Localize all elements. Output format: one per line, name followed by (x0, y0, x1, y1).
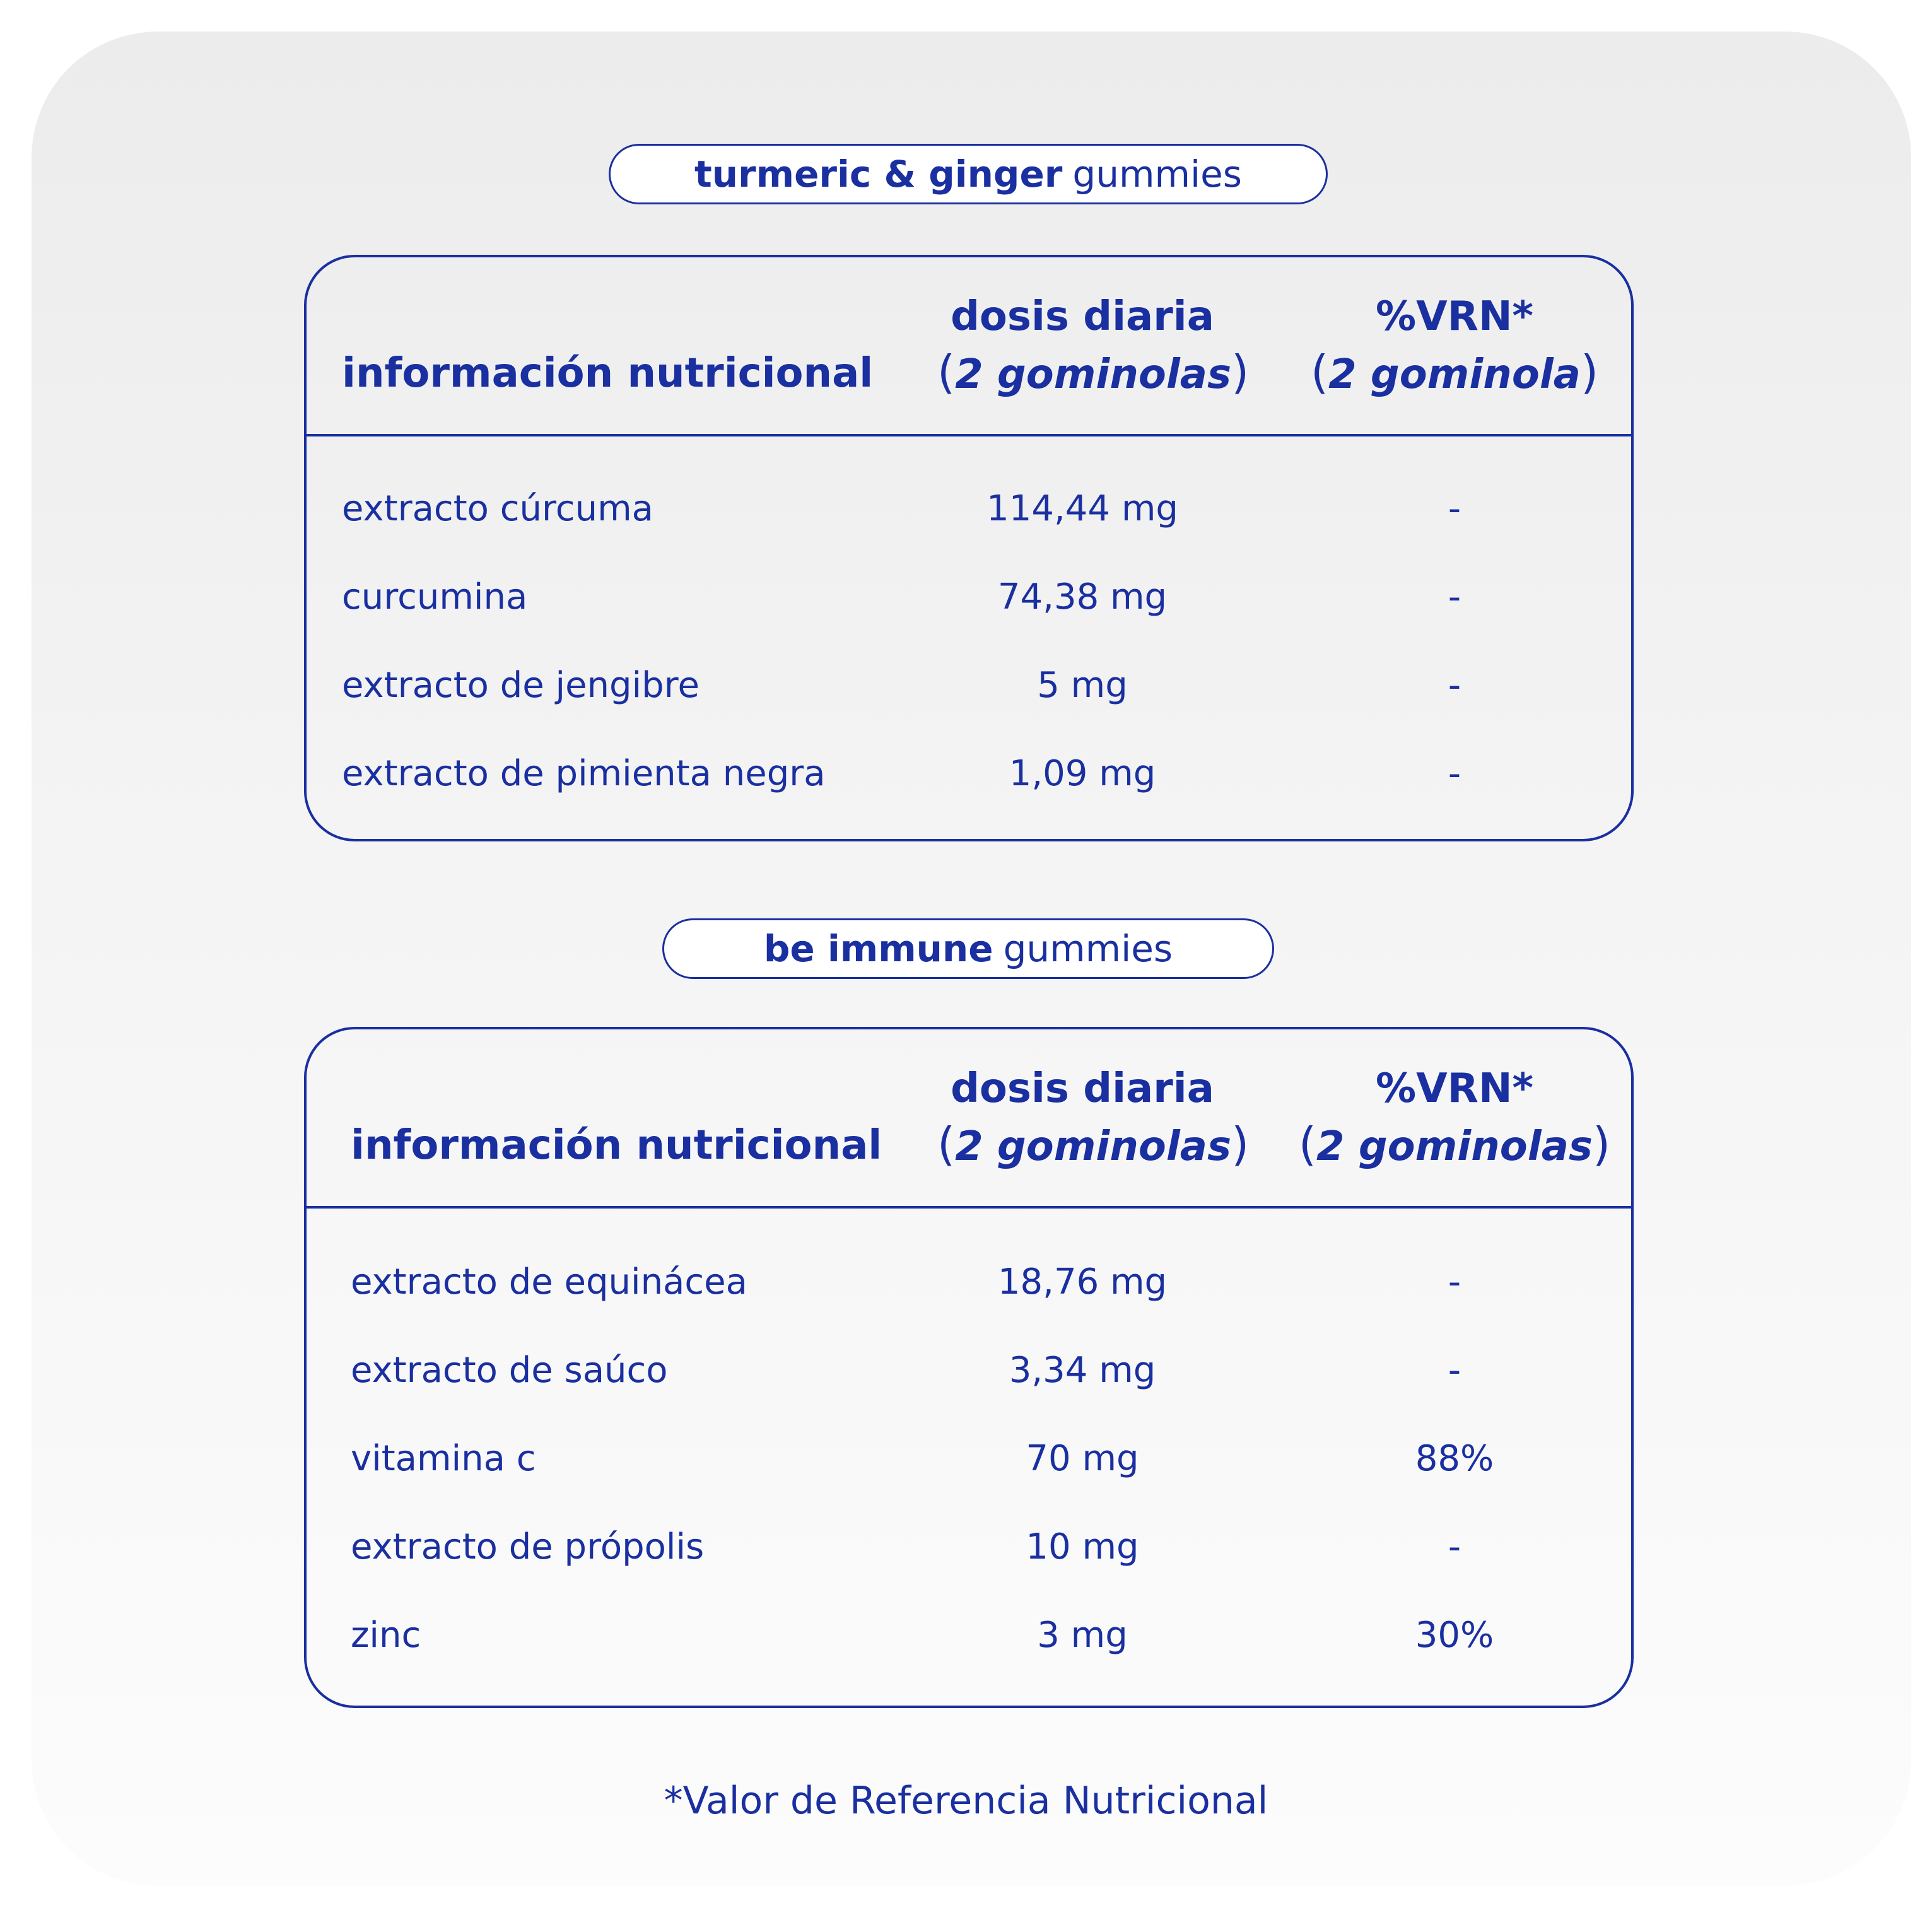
row-dose: 3,34 mg (1009, 1350, 1156, 1391)
table-row (307, 1514, 1631, 1577)
row-vrn: - (1448, 1526, 1461, 1567)
header-info: información nutricional (351, 1122, 882, 1169)
row-dose: 114,44 mg (986, 488, 1178, 529)
header-info: información nutricional (342, 350, 874, 397)
header-vrn-title: %VRN* (1376, 1065, 1533, 1112)
row-vrn: - (1448, 577, 1461, 618)
header-dose-title: dosis diaria (951, 1065, 1214, 1112)
nutrition-table (304, 1027, 1634, 1708)
table-header (307, 1029, 1631, 1209)
header-dose-title: dosis diaria (951, 293, 1214, 340)
row-dose: 18,76 mg (997, 1262, 1168, 1303)
row-dose: 5 mg (1037, 665, 1128, 706)
row-dose: 74,38 mg (997, 577, 1168, 618)
row-name: extracto de pimienta negra (342, 753, 826, 794)
row-vrn: - (1448, 488, 1461, 529)
row-name: extracto cúrcuma (342, 488, 653, 529)
row-name: curcumina (342, 577, 528, 618)
header-vrn: %VRN* (2 gominola) (1297, 289, 1612, 402)
table-row (307, 476, 1631, 539)
product-title-pill (662, 918, 1274, 979)
product-title-light: gummies (1003, 927, 1173, 970)
header-dose: dosis diaria (2 gominolas) (937, 289, 1227, 402)
row-name: extracto de saúco (351, 1350, 668, 1391)
row-vrn: - (1448, 665, 1461, 706)
row-vrn: - (1448, 1350, 1461, 1391)
row-name: zinc (351, 1615, 421, 1656)
header-vrn: %VRN* (2 gominolas) (1297, 1061, 1612, 1174)
row-name: vitamina c (351, 1438, 536, 1479)
row-dose: 70 mg (1026, 1438, 1139, 1479)
table-row (307, 652, 1631, 715)
table-row (307, 1426, 1631, 1489)
header-vrn-title: %VRN* (1376, 293, 1533, 340)
row-dose: 10 mg (1026, 1526, 1139, 1567)
header-vrn-sub: 2 gominolas (1316, 1123, 1593, 1170)
row-name: extracto de equinácea (351, 1262, 747, 1303)
product-title-bold: be immune (763, 927, 993, 970)
row-vrn: 30% (1415, 1615, 1494, 1656)
table-row (307, 1337, 1631, 1400)
row-vrn: - (1448, 1262, 1461, 1303)
table-row (307, 1249, 1631, 1312)
row-name: extracto de própolis (351, 1526, 705, 1567)
product-title-light: gummies (1072, 153, 1242, 196)
header-vrn-sub: 2 gominola (1328, 351, 1581, 398)
header-dose: dosis diaria (2 gominolas) (937, 1061, 1227, 1174)
nutrition-table (304, 255, 1634, 841)
table-row (307, 1602, 1631, 1665)
header-dose-sub: 2 gominolas (955, 1123, 1232, 1170)
product-title-pill (609, 144, 1328, 204)
table-row (307, 564, 1631, 627)
row-dose: 1,09 mg (1009, 753, 1156, 794)
footnote: *Valor de Referencia Nutricional (664, 1779, 1268, 1823)
table-row (307, 741, 1631, 804)
header-dose-sub: 2 gominolas (955, 351, 1232, 398)
table-header (307, 257, 1631, 436)
row-vrn: 88% (1415, 1438, 1494, 1479)
product-title-bold: turmeric & ginger (694, 153, 1063, 196)
row-vrn: - (1448, 753, 1461, 794)
row-dose: 3 mg (1037, 1615, 1128, 1656)
row-name: extracto de jengibre (342, 665, 700, 706)
